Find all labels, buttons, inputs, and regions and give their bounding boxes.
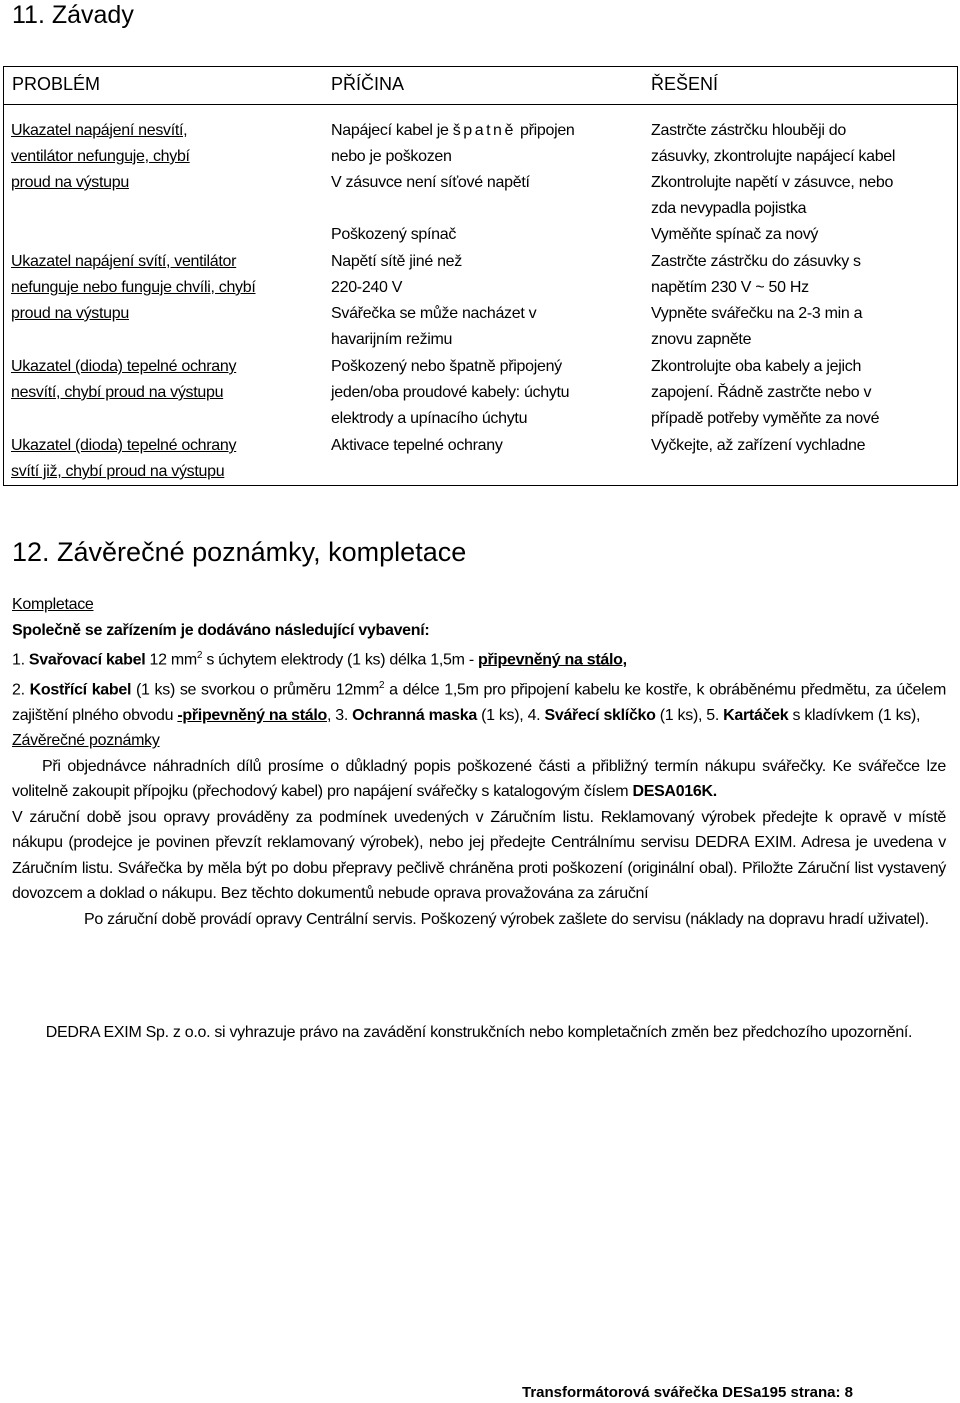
row3-solution: Zkontrolujte oba kabely a jejich zapojení. Řádně zastrčte nebo v případě potřeby vyměňte za nové [651,358,880,427]
item-2-text-c: , 3. [326,706,353,724]
item-2-text-d: (1 ks), 4. [476,706,545,724]
notes-para-1 [12,754,946,805]
item-1-num: 1. [12,651,29,669]
item-2-fixed: -připevněný na stálo [177,706,327,724]
item-1-name: Svařovací kabel [28,651,146,669]
row4-cause: Aktivace tepelné ochrany [331,437,503,454]
item-1-text-b: s úchytem elektrody (1 ks) délka 1,5m - [202,651,478,669]
item-2-text-f: s kladívkem (1 ks), [788,706,921,724]
item-2-text-b: a délce 1,5m pro připojení kabelu ke kostře, k obráběnému předmětu, za účelem zajištění plného obvodu [12,681,947,724]
row2-solution: Zastrčte zástrčku do zásuvky s napětím 230 V ~ 50 Hz Vypněte svářečku na 2-3 min a znovu zapněte [651,253,863,348]
catalog-code: DESA016K. [632,783,717,801]
item-2-text-a: (1 ks) se svorkou o průměru 12mm [131,681,379,699]
item-2-text-e: (1 ks), 5. [655,706,724,724]
row2-cause: Napětí sítě jiné než 220-240 V Svářečka se může nacházet v havarijním režimu [331,253,537,348]
section-11-title: 11. Závady [12,1,134,29]
disclaimer: DEDRA EXIM Sp. z o.o. si vyhrazuje právo na zavádění konstrukčních nebo kompletačních změn bez předchozího upozornění. [45,1024,913,1041]
troubleshooting-table [3,66,958,486]
page-footer: Transformátorová svářečka DESa195 strana: 8 [522,1384,854,1401]
section-12-body [12,592,946,932]
notes-para-2: V záruční době jsou opravy prováděny za podmínek uvedených v Záručním listu. Reklamovaný výrobek předejte k opravě v místě nákupu (prodejce je povinen převzít reklamovaný výrobek), nebo jej předejte Centrálnímu servisu DEDRA EXIM. Adresa je uvedena v Záručním listu. Svářečka by měla být po dobu přepravy pečlivě chráněna proti poškození (originální obal). Přiložte Záruční list vystavený dovozcem a doklad o nákupu. Bez těchto dokumentů nebude oprava provažována za záruční [12,808,946,903]
row4-problem: Ukazatel (dioda) tepelné ochrany svítí již, chybí proud na výstupu [11,437,237,480]
item-2 [12,673,946,728]
item-2-num: 2. [12,681,30,699]
row1-solution: Zastrčte zástrčku hlouběji do zásuvky, zkontrolujte napájecí kabel Zkontrolujte napětí v zásuvce, nebo zda nevypadla pojistka Vyměňte spínač za nový [651,122,896,243]
item-1-fixed: připevněný na stálo, [478,651,627,669]
item-2-name: Kostřící kabel [29,681,132,699]
table-header-row [4,67,957,105]
item-3-mask: Ochranná maska [352,706,477,724]
kompletace-intro: Společně se zařízením je dodáváno následující vybavení: [12,621,430,639]
row1-cause [331,118,641,248]
row1-cause-spaced: špatně [452,122,516,139]
item-5-brush: Kartáček [723,706,789,724]
row3-cause: Poškozený nebo špatně připojený jeden/oba proudové kabely: úchytu elektrody a upínacího úchytu [331,358,570,427]
row4-solution: Vyčkejte, až zařízení vychladne [651,437,866,454]
header-problem: PROBLÉM [12,74,101,94]
notes-para-1-text: Při objednávce náhradních dílů prosíme o důkladný popis poškozené části a přibližný termín nákupu svářečky. Ke svářečce lze volitelně zakoupit přípojku (přechodový kabel) pro napájení svářečky s katalogovým číslem [12,757,946,801]
item-1 [12,643,946,673]
row1-cause-pre: Napájecí kabel je [331,122,453,139]
item-4-glass: Svářecí sklíčko [544,706,656,724]
row3-problem: Ukazatel (dioda) tepelné ochrany nesvítí, chybí proud na výstupu [11,358,237,401]
row2-problem: Ukazatel napájení svítí, ventilátor nefunguje nebo funguje chvíli, chybí proud na výstupu [11,253,256,322]
notes-label: Závěrečné poznámky [12,732,160,750]
row1-problem: Ukazatel napájení nesvítí, ventilátor nefunguje, chybí proud na výstupu [11,122,190,191]
section-12-title: 12. Závěrečné poznámky, kompletace [12,537,467,567]
row1-cause-post: připojen nebo je poškozen V zásuvce není síťové napětí Poškozený spínač [331,122,575,243]
header-cause: PŘÍČINA [331,74,405,94]
item-2-sup: 2 [378,679,385,691]
header-solution: ŘEŠENÍ [651,74,719,94]
notes-para-3: Po záruční době provádí opravy Centrální servis. Poškozený výrobek zašlete do servisu (náklady na dopravu hradí uživatel). [84,910,929,928]
item-1-text-a: 12 mm [145,651,197,669]
kompletace-label: Kompletace [12,596,94,613]
item-1-sup: 2 [196,650,203,661]
